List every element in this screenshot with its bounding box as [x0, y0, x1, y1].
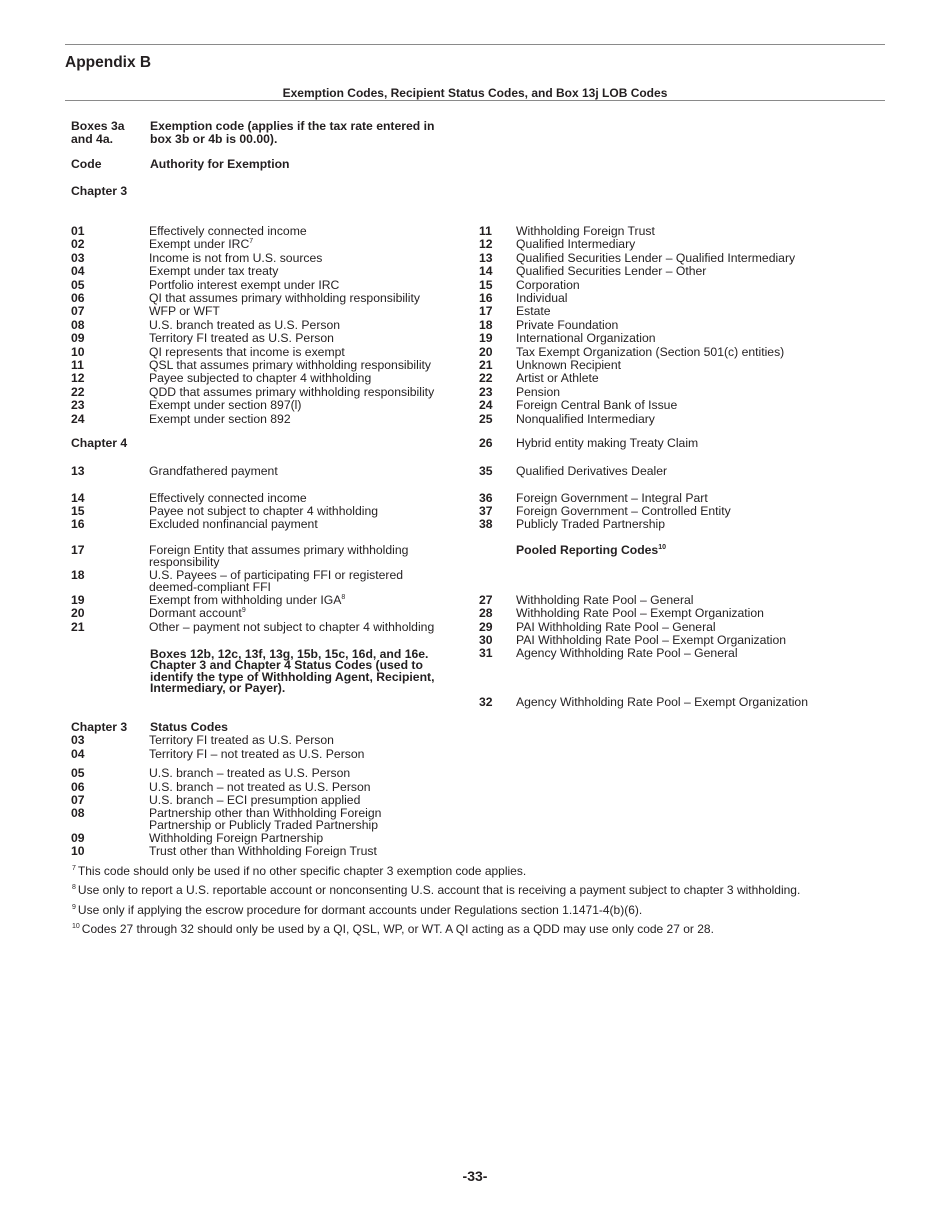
code-number: 14: [71, 491, 85, 505]
top-rule: [65, 44, 885, 45]
code-description: [149, 569, 449, 595]
code-row: [71, 372, 451, 385]
code-description: [149, 359, 449, 372]
footnote-ref: 9: [241, 606, 246, 614]
code-description-text: U.S. Payees – of participating FFI or registered: [149, 568, 404, 582]
code-number: 17: [479, 304, 493, 319]
code-description-text: Hybrid entity making Treaty Claim: [516, 436, 699, 450]
code-description-text: Qualified Intermediary: [516, 237, 636, 252]
code-number: 14: [479, 264, 493, 279]
code-row: [71, 386, 451, 399]
page-number: -33-: [462, 1168, 488, 1184]
code-row: [479, 607, 859, 620]
status-codes-intro: [150, 648, 460, 696]
code-number: 10: [71, 344, 85, 359]
code-row: [71, 748, 451, 761]
code-description: [149, 265, 449, 278]
footnote: [72, 884, 800, 897]
code-number: 35: [479, 464, 493, 478]
code-number: 05: [71, 277, 85, 292]
footnote-text: Use only if applying the escrow procedure for dormant accounts under Regulations section 1.1471-4(b)(6).: [77, 903, 643, 917]
code-number: 19: [479, 331, 493, 346]
code-description-text: Territory FI – not treated as U.S. Person: [149, 747, 365, 761]
code-description: [516, 399, 846, 412]
chapter3-heading: Chapter 3: [71, 184, 128, 198]
code-row: [71, 279, 451, 292]
section-subtitle: Exemption Codes, Recipient Status Codes, and Box 13j LOB Codes: [282, 86, 668, 100]
code-number: 16: [71, 517, 85, 531]
code-description: [149, 748, 449, 761]
code-description-text: Territory FI treated as U.S. Person: [149, 331, 334, 346]
code-row: [479, 465, 859, 478]
code-row: [479, 279, 859, 292]
code-number: 30: [479, 633, 493, 647]
code-description: [516, 346, 846, 359]
code-number: 36: [479, 491, 493, 505]
code-description-text: Portfolio interest exempt under IRC: [149, 277, 340, 292]
code-description: [516, 696, 846, 709]
code-row: [71, 292, 451, 305]
code-description: [516, 386, 846, 399]
footnote-number: 10: [72, 923, 80, 930]
code-description-text: Payee subjected to chapter 4 withholding: [149, 371, 372, 386]
code-description-text: Foreign Central Bank of Issue: [516, 398, 678, 413]
status-codes-heading: Status Codes: [150, 720, 228, 734]
code-row: [479, 265, 859, 278]
code-row: [479, 386, 859, 399]
footnote: [72, 904, 642, 917]
code-number: 04: [71, 264, 85, 279]
code-description-text: Effectively connected income: [149, 224, 307, 238]
code-description: [516, 238, 846, 251]
status-intro-line: Intermediary, or Payer).: [150, 681, 286, 696]
code-row: [479, 518, 859, 531]
code-description-text: Publicly Traded Partnership: [516, 517, 666, 531]
code-number: 11: [479, 224, 492, 238]
code-description-text: Qualified Securities Lender – Other: [516, 264, 707, 279]
footnote-number: 7: [72, 865, 76, 872]
code-description: [149, 544, 449, 570]
code-description: [516, 518, 846, 531]
code-description-text: Agency Withholding Rate Pool – General: [516, 646, 738, 660]
code-description: [149, 621, 449, 634]
code-row: [479, 372, 859, 385]
code-description: [516, 279, 846, 292]
code-description: [516, 372, 846, 385]
code-row: [71, 807, 451, 833]
code-row: [71, 225, 451, 238]
code-number: 13: [71, 464, 85, 478]
code-row: [71, 845, 451, 858]
code-row: [71, 569, 451, 595]
code-description-text: Dormant account: [149, 606, 242, 620]
code-row: [71, 621, 451, 634]
code-description-text: Withholding Foreign Trust: [516, 224, 655, 238]
code-number: 10: [71, 844, 85, 858]
code-row: [479, 319, 859, 332]
code-column-header: Code: [71, 157, 102, 171]
code-description-text: QSL that assumes primary withholding responsibility: [149, 358, 432, 372]
authority-column-header: Authority for Exemption: [150, 157, 290, 171]
code-description-text: Withholding Rate Pool – General: [516, 593, 694, 607]
code-row: [71, 607, 451, 620]
code-description-text: QDD that assumes primary withholding responsibility: [149, 384, 435, 399]
code-number: 22: [479, 371, 493, 386]
code-description: [516, 225, 846, 238]
code-description: [516, 305, 846, 318]
code-description-text: Territory FI treated as U.S. Person: [149, 733, 334, 747]
code-description-continuation: deemed-compliant FFI: [149, 580, 271, 595]
code-description-continuation: Partnership or Publicly Traded Partnership: [149, 818, 378, 833]
footnote-text: Codes 27 through 32 should only be used by a QI, QSL, WP, or WT. A QI acting as a QDD may use only code 27 or 28.: [81, 922, 714, 936]
status-chapter3-heading: Chapter 3: [71, 720, 128, 734]
code-row: [71, 319, 451, 332]
code-number: 13: [479, 250, 493, 265]
code-description-text: PAI Withholding Rate Pool – General: [516, 620, 716, 634]
code-number: 32: [479, 695, 493, 709]
code-description-text: U.S. branch – not treated as U.S. Person: [149, 780, 371, 794]
code-description-text: Excluded nonfinancial payment: [149, 517, 318, 531]
code-description: [149, 319, 449, 332]
code-number: 28: [479, 606, 493, 620]
code-number: 06: [71, 291, 85, 305]
code-row: [71, 734, 451, 747]
subtitle-rule: [65, 100, 885, 101]
code-number: 03: [71, 733, 85, 747]
code-number: 23: [71, 398, 85, 413]
code-number: 09: [71, 831, 85, 845]
boxes-label-line: and 4a.: [71, 132, 113, 147]
code-row: [71, 265, 451, 278]
code-description-text: U.S. branch treated as U.S. Person: [149, 317, 341, 332]
footnote-ref: 10: [658, 543, 666, 551]
boxes-label-line: Boxes 3a: [71, 119, 125, 133]
code-description-text: Effectively connected income: [149, 491, 307, 505]
code-description: [516, 265, 846, 278]
code-row: [479, 292, 859, 305]
code-row: [479, 346, 859, 359]
code-description-continuation: responsibility: [149, 555, 220, 570]
code-description: [149, 279, 449, 292]
code-description-text: Exempt under section 892: [149, 411, 291, 426]
code-description: [149, 252, 449, 265]
code-number: 37: [479, 504, 493, 518]
footnote-text: Use only to report a U.S. reportable account or nonconsenting U.S. account that is receiving a payment subject to chapter 3 withholding.: [77, 883, 801, 897]
status-intro-line: Chapter 3 and Chapter 4 Status Codes (used to: [150, 658, 423, 673]
code-description: [149, 734, 449, 747]
pooled-codes-label: Pooled Reporting Codes: [516, 543, 659, 557]
code-number: 17: [71, 543, 85, 557]
code-row: [479, 305, 859, 318]
code-description-text: Artist or Athlete: [516, 371, 599, 386]
code-row: [479, 252, 859, 265]
code-description-text: Corporation: [516, 277, 580, 292]
footnote-ref: 7: [249, 238, 254, 246]
code-number: 16: [479, 291, 493, 305]
code-row: [71, 252, 451, 265]
chapter4-heading: Chapter 4: [71, 436, 128, 450]
code-number: 25: [479, 411, 493, 426]
code-number: 02: [71, 237, 85, 252]
page-title: Appendix B: [65, 54, 152, 71]
code-description-text: PAI Withholding Rate Pool – Exempt Organization: [516, 633, 787, 647]
code-description: [516, 332, 846, 345]
code-description: [516, 607, 846, 620]
code-description-text: Tax Exempt Organization (Section 501(c) entities): [516, 344, 785, 359]
code-row: [71, 767, 451, 780]
code-number: 29: [479, 620, 493, 634]
code-number: 09: [71, 331, 85, 346]
code-number: 01: [71, 224, 85, 238]
code-description: [149, 332, 449, 345]
code-row: [71, 544, 451, 570]
code-row: [479, 238, 859, 251]
code-row: [479, 647, 859, 660]
code-row: [71, 413, 451, 426]
boxes-description-line: box 3b or 4b is 00.00).: [150, 132, 278, 147]
code-number: 27: [479, 593, 493, 607]
code-row: [479, 437, 859, 450]
code-description: [149, 372, 449, 385]
code-description-text: QI represents that income is exempt: [149, 344, 345, 359]
code-description-text: Exempt under IRC: [149, 237, 250, 252]
code-number: 12: [479, 237, 493, 252]
code-description-text: Nonqualified Intermediary: [516, 411, 655, 426]
code-description: [149, 465, 449, 478]
code-description: [149, 225, 449, 238]
footnote-text: This code should only be used if no other specific chapter 3 exemption code applies.: [77, 864, 527, 878]
code-description-text: QI that assumes primary withholding responsibility: [149, 291, 420, 305]
code-number: 24: [479, 398, 493, 413]
code-number: 07: [71, 304, 85, 319]
code-number: 24: [71, 411, 85, 426]
code-number: 19: [71, 593, 85, 607]
code-number: 20: [479, 344, 493, 359]
footnote-number: 8: [72, 884, 76, 891]
code-number: 15: [479, 277, 493, 292]
code-number: 18: [479, 317, 493, 332]
footnote: [72, 923, 714, 936]
code-description: [516, 437, 846, 450]
code-description-text: International Organization: [516, 331, 656, 346]
code-description: [149, 607, 449, 620]
code-number: 20: [71, 606, 85, 620]
boxes-description: [150, 120, 434, 147]
pooled-codes-heading: [516, 544, 666, 557]
code-description-text: Trust other than Withholding Foreign Trust: [149, 844, 377, 858]
code-description-text: U.S. branch – ECI presumption applied: [149, 793, 361, 807]
code-number: 38: [479, 517, 493, 531]
code-description: [149, 346, 449, 359]
code-description: [516, 359, 846, 372]
code-row: [71, 594, 451, 607]
code-description-text: Estate: [516, 304, 551, 319]
code-number: 04: [71, 747, 85, 761]
code-number: 22: [71, 384, 85, 399]
code-description-text: Foreign Entity that assumes primary withholding: [149, 543, 409, 557]
code-row: [71, 238, 451, 251]
code-description: [516, 413, 846, 426]
status-intro-line: identify the type of Withholding Agent, Recipient,: [150, 669, 435, 684]
code-row: [479, 332, 859, 345]
code-number: 08: [71, 317, 85, 332]
footnote-number: 9: [72, 904, 76, 911]
code-description: [149, 238, 449, 251]
code-number: 21: [479, 358, 493, 372]
code-row: [71, 346, 451, 359]
code-description: [516, 252, 846, 265]
code-description-text: Foreign Government – Controlled Entity: [516, 504, 731, 518]
code-description: [149, 845, 449, 858]
code-description: [149, 807, 449, 833]
code-description-text: Income is not from U.S. sources: [149, 250, 323, 265]
code-description-text: Agency Withholding Rate Pool – Exempt Organization: [516, 695, 808, 709]
code-number: 03: [71, 250, 85, 265]
code-description: [149, 518, 449, 531]
footnote: [72, 865, 526, 878]
code-description-text: Payee not subject to chapter 4 withholding: [149, 504, 379, 518]
code-row: [479, 359, 859, 372]
footnote-ref: 8: [341, 593, 346, 601]
code-description-text: Partnership other than Withholding Foreign: [149, 806, 382, 820]
code-description-text: Unknown Recipient: [516, 358, 622, 372]
code-description: [149, 292, 449, 305]
code-description-text: Qualified Derivatives Dealer: [516, 464, 668, 478]
code-description: [149, 386, 449, 399]
code-description-text: Qualified Securities Lender – Qualified Intermediary: [516, 250, 796, 265]
boxes-label: [71, 120, 125, 147]
code-description: [516, 465, 846, 478]
code-description: [149, 767, 449, 780]
code-row: [479, 225, 859, 238]
code-number: 23: [479, 384, 493, 399]
code-number: 08: [71, 806, 85, 820]
code-row: [71, 332, 451, 345]
code-description-text: Pension: [516, 384, 561, 399]
code-description: [516, 292, 846, 305]
code-description-text: Exempt under tax treaty: [149, 264, 279, 279]
code-number: 26: [479, 436, 493, 450]
code-description-text: Foreign Government – Integral Part: [516, 491, 708, 505]
code-number: 06: [71, 780, 85, 794]
code-description-text: U.S. branch – treated as U.S. Person: [149, 766, 351, 780]
code-description: [149, 413, 449, 426]
code-row: [71, 399, 451, 412]
code-description-text: WFP or WFT: [149, 304, 220, 319]
code-description-text: Other – payment not subject to chapter 4 withholding: [149, 620, 435, 634]
code-row: [71, 359, 451, 372]
code-description: [516, 647, 846, 660]
code-row: [479, 696, 859, 709]
code-number: 11: [71, 358, 84, 372]
code-description: [516, 319, 846, 332]
code-row: [71, 305, 451, 318]
code-description: [149, 399, 449, 412]
code-number: 15: [71, 504, 85, 518]
code-description-text: Withholding Rate Pool – Exempt Organization: [516, 606, 764, 620]
code-row: [71, 465, 451, 478]
code-number: 07: [71, 793, 85, 807]
code-description-text: Withholding Foreign Partnership: [149, 831, 324, 845]
code-row: [479, 399, 859, 412]
code-description-text: Private Foundation: [516, 317, 619, 332]
boxes-description-line: Exemption code (applies if the tax rate entered in: [150, 119, 435, 133]
code-description-text: Exempt from withholding under IGA: [149, 593, 342, 607]
code-description: [149, 305, 449, 318]
code-row: [71, 518, 451, 531]
code-number: 31: [479, 646, 493, 660]
code-row: [479, 413, 859, 426]
code-description-text: Individual: [516, 291, 568, 305]
code-number: 21: [71, 620, 85, 634]
code-number: 18: [71, 568, 85, 582]
code-description-text: Exempt under section 897(l): [149, 398, 302, 413]
code-description-text: Grandfathered payment: [149, 464, 278, 478]
status-intro-line: Boxes 12b, 12c, 13f, 13g, 15b, 15c, 16d, and 16e.: [150, 647, 429, 661]
code-number: 05: [71, 766, 85, 780]
code-number: 12: [71, 371, 85, 386]
